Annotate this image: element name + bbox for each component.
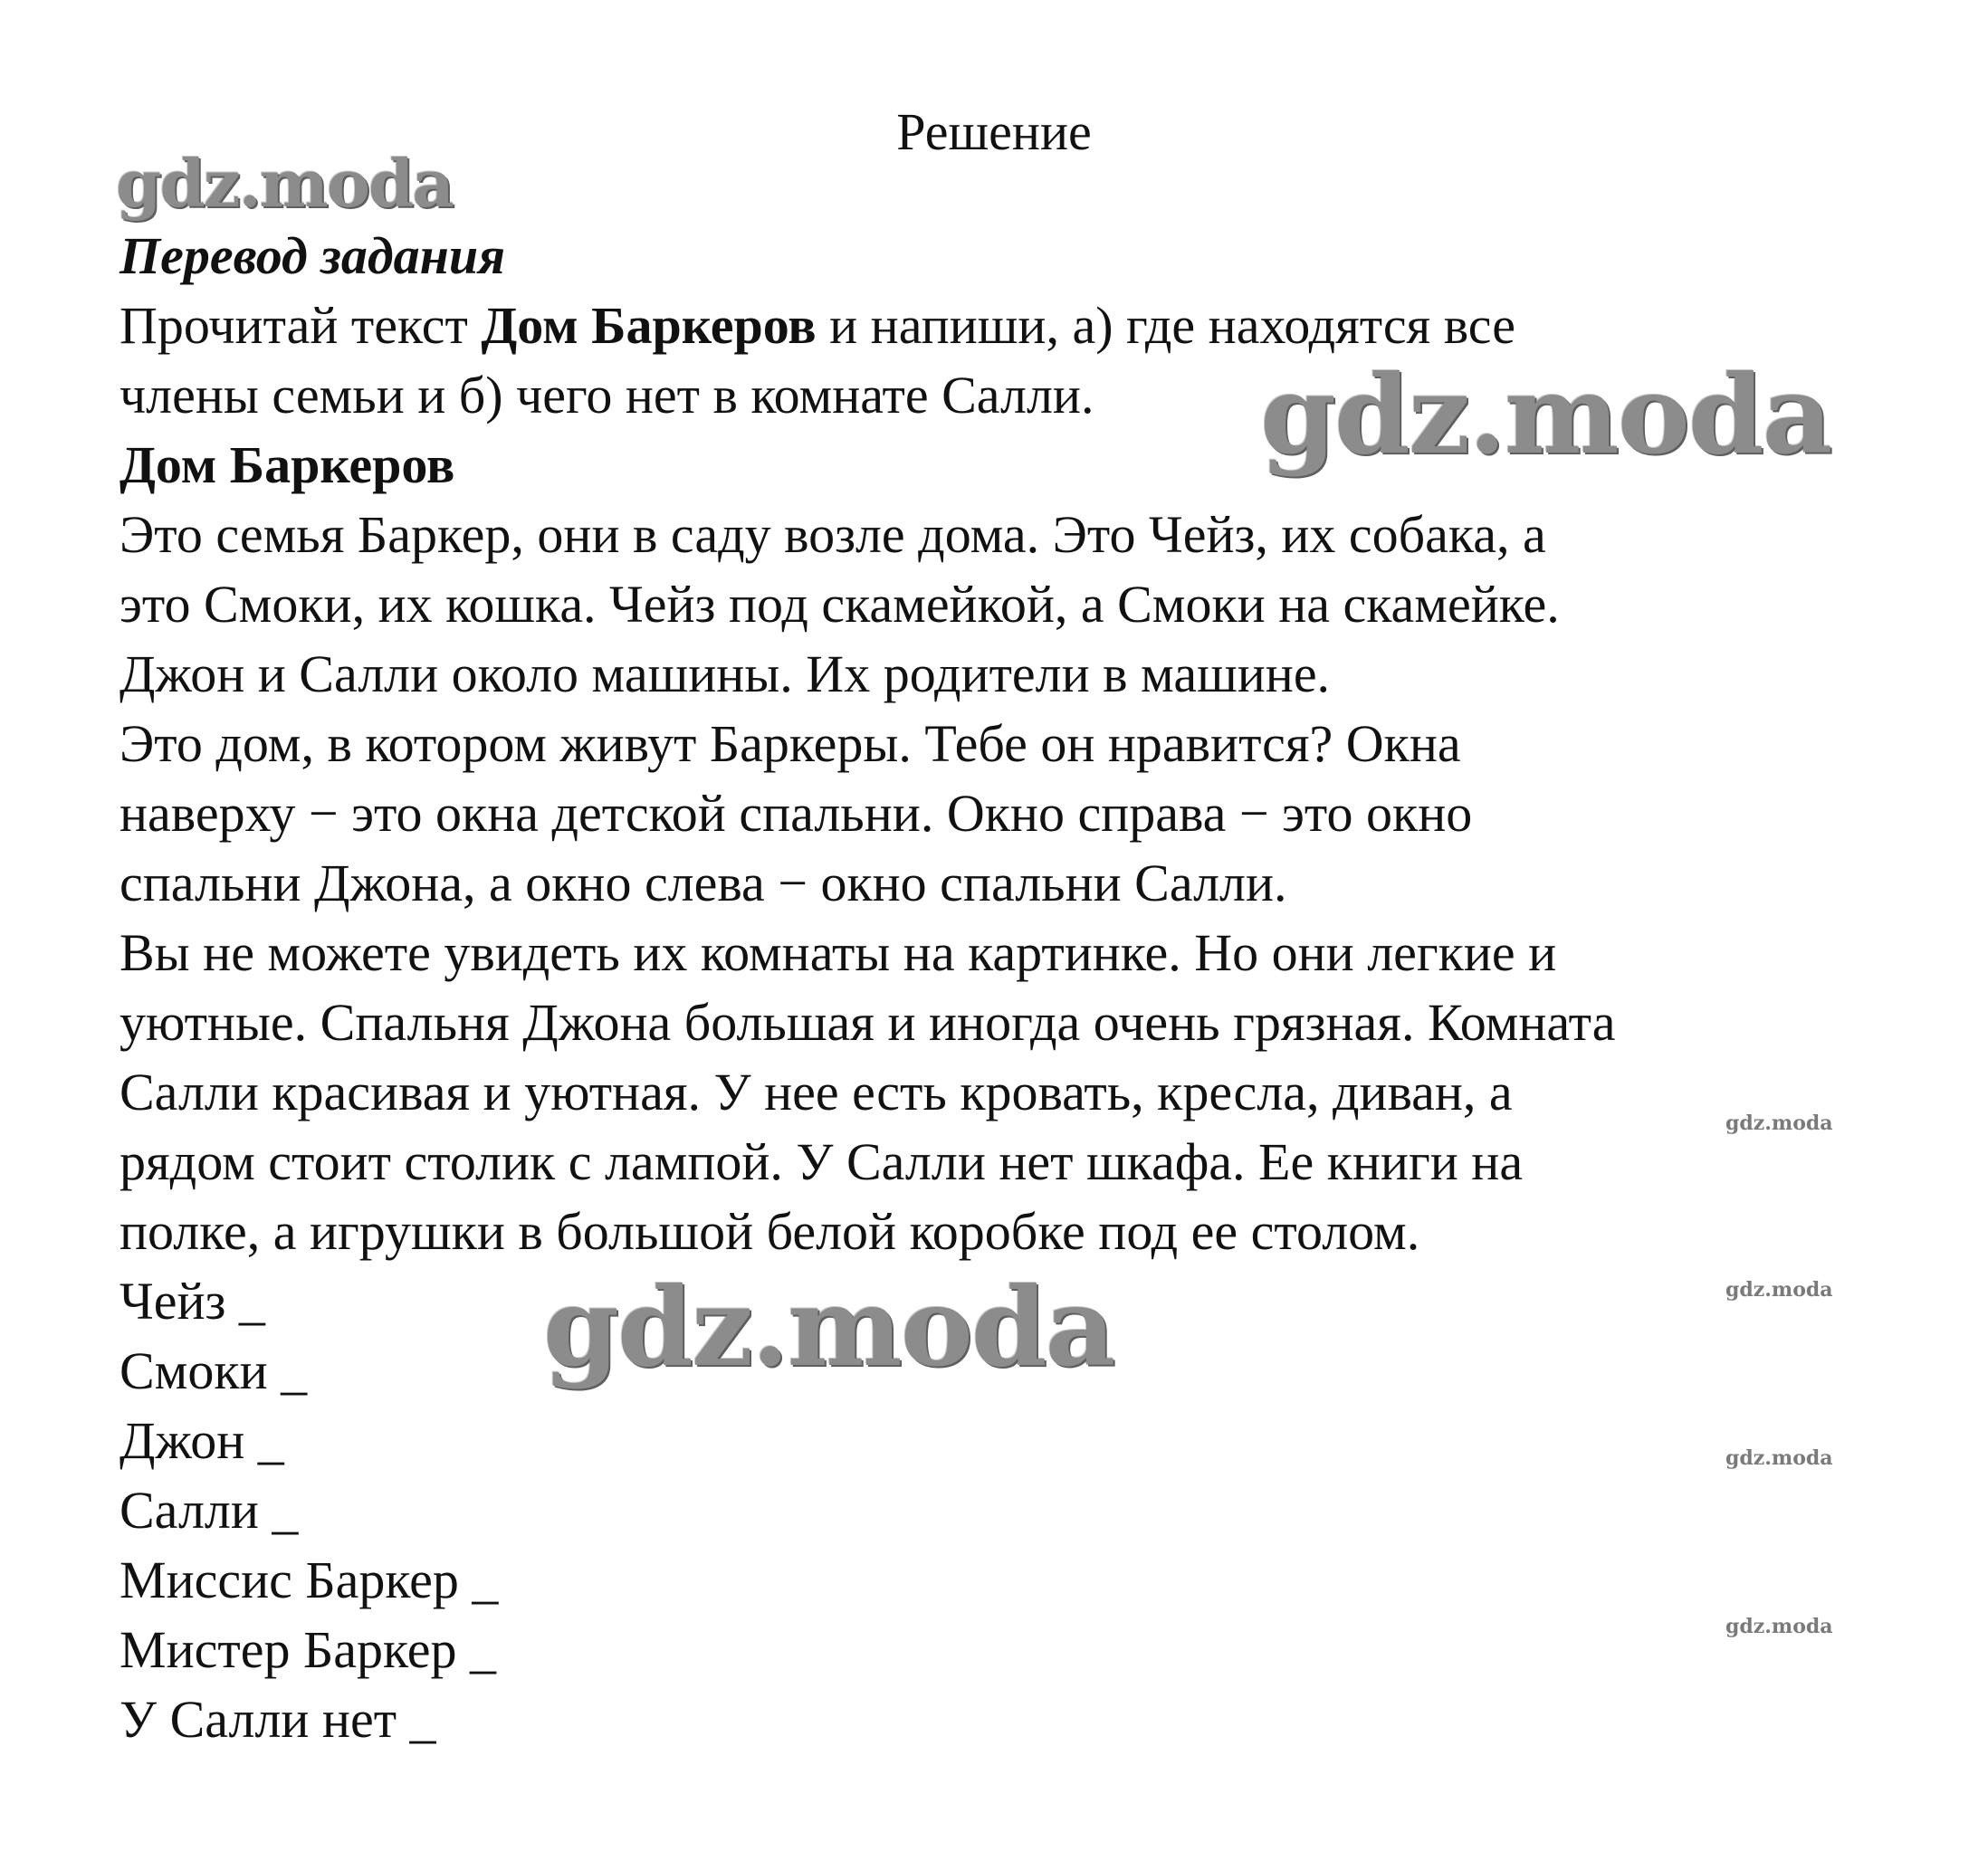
text-line: рядом стоит столик с лампой. У Салли нет шкафа. Ее книги на bbox=[119, 1132, 1524, 1191]
task-text-start: Прочитай текст bbox=[119, 296, 482, 355]
answer-line-smokey: Смоки _ bbox=[119, 1341, 308, 1400]
answer-line-chase: Чейз _ bbox=[119, 1272, 265, 1331]
text-line: Салли красивая и уютная. У нее есть кровать, кресла, диван, а bbox=[119, 1063, 1513, 1121]
answer-line-mr-barker: Мистер Баркер _ bbox=[119, 1620, 496, 1679]
text-line: уютные. Спальня Джона большая и иногда очень грязная. Комната bbox=[119, 993, 1616, 1052]
answer-line-mrs-barker: Миссис Баркер _ bbox=[119, 1550, 499, 1609]
task-title-bold: Дом Баркеров bbox=[481, 296, 817, 355]
watermark-small-1: gdz.moda bbox=[1725, 1112, 1833, 1135]
text-line: Вы не можете увидеть их комнаты на картинке. Но они легкие и bbox=[119, 923, 1557, 982]
watermark-small-2: gdz.moda bbox=[1725, 1278, 1833, 1302]
task-heading: Перевод задания bbox=[119, 226, 505, 285]
task-line-1 bbox=[119, 291, 1912, 360]
text-line: Джон и Салли около машины. Их родители в машине. bbox=[119, 644, 1331, 703]
text-line: спальни Джона, а окно слева − окно спальни Салли. bbox=[119, 854, 1287, 912]
text-heading: Дом Баркеров bbox=[119, 435, 455, 494]
watermark-small-3: gdz.moda bbox=[1725, 1446, 1833, 1470]
answer-line-john: Джон _ bbox=[119, 1411, 284, 1470]
text-line: это Смоки, их кошка. Чейз под скамейкой, а Смоки на скамейке. bbox=[119, 575, 1560, 634]
task-text-end: и напиши, а) где находятся все bbox=[816, 296, 1515, 355]
task-line-2: члены семьи и б) чего нет в комнате Салли. bbox=[119, 366, 1094, 425]
page-title: Решение bbox=[896, 102, 1092, 161]
answer-line-sally-has-no: У Салли нет _ bbox=[119, 1690, 436, 1749]
text-line: наверху − это окна детской спальни. Окно справа − это окно bbox=[119, 784, 1473, 843]
text-line: полке, а игрушки в большой белой коробке под ее столом. bbox=[119, 1202, 1420, 1261]
text-line: Это семья Баркер, они в саду возле дома. Это Чейз, их собака, а bbox=[119, 505, 1546, 564]
watermark-small-4: gdz.moda bbox=[1725, 1615, 1833, 1638]
watermark-mid-right: gdz.moda bbox=[1260, 351, 1831, 479]
watermark-top-left: gdz.moda bbox=[116, 145, 453, 222]
answer-line-sally: Салли _ bbox=[119, 1481, 299, 1540]
text-line: Это дом, в котором живут Баркеры. Тебе он нравится? Окна bbox=[119, 714, 1461, 773]
watermark-lower-center: gdz.moda bbox=[543, 1264, 1114, 1391]
